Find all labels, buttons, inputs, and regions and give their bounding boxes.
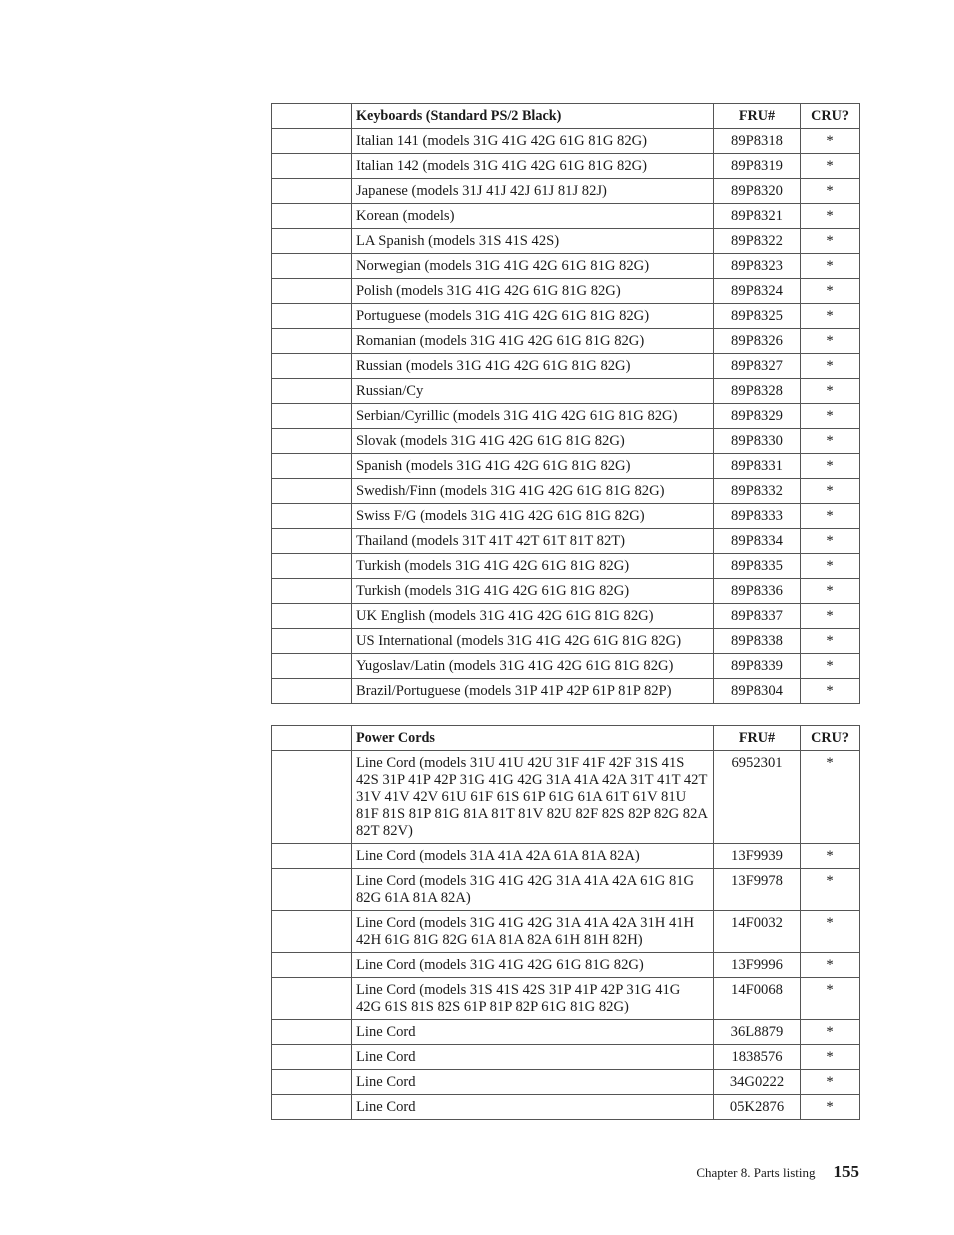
row-fru: 89P8326: [714, 329, 801, 354]
row-description: Swiss F/G (models 31G 41G 42G 61G 81G 82G): [352, 504, 714, 529]
row-cru: *: [801, 229, 860, 254]
row-description: Italian 142 (models 31G 41G 42G 61G 81G 82G): [352, 154, 714, 179]
row-blank-cell: [272, 379, 352, 404]
row-cru: *: [801, 869, 860, 911]
row-description: Line Cord: [352, 1070, 714, 1095]
row-description: Line Cord (models 31U 41U 42U 31F 41F 42F 31S 41S 42S 31P 41P 42P 31G 41G 42G 31A 41A 42A 31T 41T 42T 31V 41V 42V 61U 61F 61S 61P 61G 61A 61T 61V 81U 81F 81S 81P 81G 81A 81T 81V 82U 82F 82S 82P 82G 82A 82T 82V): [352, 751, 714, 844]
table-row: [272, 679, 860, 704]
table-row: [272, 844, 860, 869]
row-cru: *: [801, 654, 860, 679]
table-row: [272, 911, 860, 953]
row-cru: *: [801, 1095, 860, 1120]
row-fru: 89P8338: [714, 629, 801, 654]
row-cru: *: [801, 504, 860, 529]
row-blank-cell: [272, 529, 352, 554]
row-blank-cell: [272, 354, 352, 379]
row-cru: *: [801, 154, 860, 179]
table-row: [272, 304, 860, 329]
row-blank-cell: [272, 654, 352, 679]
table-row: [272, 454, 860, 479]
row-blank-cell: [272, 129, 352, 154]
table-row: [272, 751, 860, 844]
row-blank-cell: [272, 629, 352, 654]
row-cru: *: [801, 1045, 860, 1070]
row-blank-cell: [272, 454, 352, 479]
row-description: Line Cord (models 31S 41S 42S 31P 41P 42P 31G 41G 42G 61S 81S 82S 61P 81P 82P 61G 81G 82G): [352, 978, 714, 1020]
row-blank-cell: [272, 978, 352, 1020]
row-description: Swedish/Finn (models 31G 41G 42G 61G 81G 82G): [352, 479, 714, 504]
row-cru: *: [801, 751, 860, 844]
table-row: [272, 279, 860, 304]
row-fru: 89P8327: [714, 354, 801, 379]
row-fru: 89P8324: [714, 279, 801, 304]
row-description: Thailand (models 31T 41T 42T 61T 81T 82T): [352, 529, 714, 554]
row-fru: 89P8336: [714, 579, 801, 604]
row-cru: *: [801, 529, 860, 554]
row-fru: 89P8304: [714, 679, 801, 704]
power-cords-parts-table: [271, 725, 860, 1120]
row-blank-cell: [272, 229, 352, 254]
row-blank-cell: [272, 844, 352, 869]
table-row: [272, 204, 860, 229]
row-blank-cell: [272, 279, 352, 304]
row-cru: *: [801, 379, 860, 404]
keyboards-parts-table: [271, 103, 860, 704]
table-row: [272, 604, 860, 629]
page-footer: [696, 1162, 859, 1182]
row-blank-cell: [272, 604, 352, 629]
row-cru: *: [801, 404, 860, 429]
row-fru: 34G0222: [714, 1070, 801, 1095]
header-cru: CRU?: [801, 726, 860, 751]
row-cru: *: [801, 554, 860, 579]
header-fru: FRU#: [714, 104, 801, 129]
row-blank-cell: [272, 329, 352, 354]
table-row: [272, 529, 860, 554]
row-fru: 14F0068: [714, 978, 801, 1020]
row-description: Line Cord (models 31A 41A 42A 61A 81A 82A): [352, 844, 714, 869]
row-blank-cell: [272, 554, 352, 579]
row-description: Turkish (models 31G 41G 42G 61G 81G 82G): [352, 554, 714, 579]
row-blank-cell: [272, 204, 352, 229]
row-description: Turkish (models 31G 41G 42G 61G 81G 82G): [352, 579, 714, 604]
row-blank-cell: [272, 429, 352, 454]
row-description: Line Cord (models 31G 41G 42G 31A 41A 42A 31H 41H 42H 61G 81G 82G 61A 81A 82A 61H 81H 82H): [352, 911, 714, 953]
table-row: [272, 629, 860, 654]
row-blank-cell: [272, 1045, 352, 1070]
row-fru: 13F9996: [714, 953, 801, 978]
row-description: Japanese (models 31J 41J 42J 61J 81J 82J): [352, 179, 714, 204]
table-row: [272, 1095, 860, 1120]
row-blank-cell: [272, 254, 352, 279]
row-description: Brazil/Portuguese (models 31P 41P 42P 61P 81P 82P): [352, 679, 714, 704]
row-cru: *: [801, 629, 860, 654]
row-description: Norwegian (models 31G 41G 42G 61G 81G 82G): [352, 254, 714, 279]
table-row: [272, 329, 860, 354]
row-description: US International (models 31G 41G 42G 61G 81G 82G): [352, 629, 714, 654]
row-blank-cell: [272, 869, 352, 911]
row-fru: 89P8335: [714, 554, 801, 579]
row-cru: *: [801, 454, 860, 479]
row-cru: *: [801, 129, 860, 154]
table-row: [272, 379, 860, 404]
row-blank-cell: [272, 479, 352, 504]
row-cru: *: [801, 953, 860, 978]
row-fru: 14F0032: [714, 911, 801, 953]
header-blank: [272, 104, 352, 129]
row-blank-cell: [272, 751, 352, 844]
table-row: [272, 354, 860, 379]
row-description: Line Cord (models 31G 41G 42G 31A 41A 42A 61G 81G 82G 61A 81A 82A): [352, 869, 714, 911]
row-description: Slovak (models 31G 41G 42G 61G 81G 82G): [352, 429, 714, 454]
row-fru: 89P8322: [714, 229, 801, 254]
row-blank-cell: [272, 1095, 352, 1120]
row-description: Line Cord: [352, 1095, 714, 1120]
row-fru: 89P8319: [714, 154, 801, 179]
table-row: [272, 429, 860, 454]
row-fru: 89P8325: [714, 304, 801, 329]
row-cru: *: [801, 304, 860, 329]
row-blank-cell: [272, 154, 352, 179]
row-description: LA Spanish (models 31S 41S 42S): [352, 229, 714, 254]
row-description: Portuguese (models 31G 41G 42G 61G 81G 82G): [352, 304, 714, 329]
table-header-row: [272, 104, 860, 129]
row-fru: 89P8334: [714, 529, 801, 554]
table-row: [272, 1020, 860, 1045]
table-row: [272, 179, 860, 204]
row-blank-cell: [272, 679, 352, 704]
row-blank-cell: [272, 1020, 352, 1045]
chapter-label: Chapter 8. Parts listing: [696, 1165, 816, 1180]
row-blank-cell: [272, 179, 352, 204]
row-description: Korean (models): [352, 204, 714, 229]
row-cru: *: [801, 479, 860, 504]
row-description: Russian/Cy: [352, 379, 714, 404]
table-row: [272, 1070, 860, 1095]
row-fru: 05K2876: [714, 1095, 801, 1120]
row-fru: 89P8332: [714, 479, 801, 504]
row-blank-cell: [272, 953, 352, 978]
row-description: Serbian/Cyrillic (models 31G 41G 42G 61G 81G 82G): [352, 404, 714, 429]
row-cru: *: [801, 911, 860, 953]
header-description: Power Cords: [352, 726, 714, 751]
row-description: Russian (models 31G 41G 42G 61G 81G 82G): [352, 354, 714, 379]
table-row: [272, 254, 860, 279]
table-row: [272, 953, 860, 978]
row-fru: 89P8331: [714, 454, 801, 479]
row-fru: 89P8328: [714, 379, 801, 404]
table-row: [272, 129, 860, 154]
row-fru: 89P8337: [714, 604, 801, 629]
row-cru: *: [801, 679, 860, 704]
header-fru: FRU#: [714, 726, 801, 751]
row-fru: 89P8321: [714, 204, 801, 229]
row-description: Line Cord: [352, 1020, 714, 1045]
row-description: UK English (models 31G 41G 42G 61G 81G 82G): [352, 604, 714, 629]
row-cru: *: [801, 604, 860, 629]
row-cru: *: [801, 204, 860, 229]
row-description: Yugoslav/Latin (models 31G 41G 42G 61G 81G 82G): [352, 654, 714, 679]
row-description: Line Cord (models 31G 41G 42G 61G 81G 82G): [352, 953, 714, 978]
row-cru: *: [801, 844, 860, 869]
row-blank-cell: [272, 504, 352, 529]
table-row: [272, 579, 860, 604]
row-cru: *: [801, 329, 860, 354]
table-row: [272, 229, 860, 254]
table-header-row: [272, 726, 860, 751]
row-description: Polish (models 31G 41G 42G 61G 81G 82G): [352, 279, 714, 304]
row-fru: 89P8318: [714, 129, 801, 154]
table-row: [272, 654, 860, 679]
row-cru: *: [801, 579, 860, 604]
row-cru: *: [801, 354, 860, 379]
row-cru: *: [801, 179, 860, 204]
table-row: [272, 504, 860, 529]
row-fru: 1838576: [714, 1045, 801, 1070]
row-fru: 89P8323: [714, 254, 801, 279]
row-cru: *: [801, 254, 860, 279]
table-row: [272, 404, 860, 429]
row-cru: *: [801, 279, 860, 304]
table-row: [272, 554, 860, 579]
row-cru: *: [801, 429, 860, 454]
row-blank-cell: [272, 579, 352, 604]
table-row: [272, 479, 860, 504]
row-cru: *: [801, 1020, 860, 1045]
row-fru: 36L8879: [714, 1020, 801, 1045]
row-fru: 89P8320: [714, 179, 801, 204]
page-number: 155: [833, 1162, 859, 1181]
row-blank-cell: [272, 304, 352, 329]
row-fru: 89P8333: [714, 504, 801, 529]
row-blank-cell: [272, 911, 352, 953]
header-description: Keyboards (Standard PS/2 Black): [352, 104, 714, 129]
row-fru: 89P8339: [714, 654, 801, 679]
row-cru: *: [801, 978, 860, 1020]
header-cru: CRU?: [801, 104, 860, 129]
row-description: Spanish (models 31G 41G 42G 61G 81G 82G): [352, 454, 714, 479]
row-cru: *: [801, 1070, 860, 1095]
row-fru: 13F9939: [714, 844, 801, 869]
row-description: Line Cord: [352, 1045, 714, 1070]
row-description: Romanian (models 31G 41G 42G 61G 81G 82G): [352, 329, 714, 354]
table-row: [272, 978, 860, 1020]
row-fru: 89P8330: [714, 429, 801, 454]
table-row: [272, 154, 860, 179]
row-fru: 13F9978: [714, 869, 801, 911]
row-fru: 89P8329: [714, 404, 801, 429]
header-blank: [272, 726, 352, 751]
row-description: Italian 141 (models 31G 41G 42G 61G 81G 82G): [352, 129, 714, 154]
table-row: [272, 1045, 860, 1070]
row-blank-cell: [272, 404, 352, 429]
row-blank-cell: [272, 1070, 352, 1095]
row-fru: 6952301: [714, 751, 801, 844]
table-row: [272, 869, 860, 911]
